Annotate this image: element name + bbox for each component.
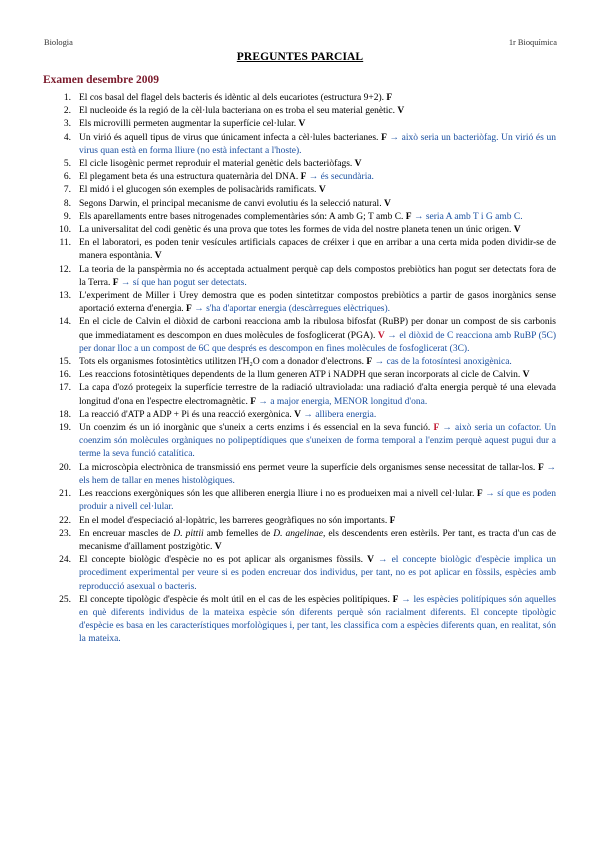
- question-item: [0, 118, 556, 131]
- question-item: [0, 171, 556, 184]
- answer-mark: F: [250, 396, 257, 407]
- question-number: 7.: [63, 185, 71, 196]
- question-number: 13.: [59, 291, 71, 302]
- question-item: [0, 211, 556, 224]
- question-item: [0, 92, 556, 105]
- answer-note: → això seria un cofactor. Un coenzim són molècules orgàniques no polipeptídiques que s'uneixen de forma temporal a l'enzim perquè aquest pugui dur a terme la seva funció catalítica.: [79, 423, 557, 460]
- question-item: [0, 356, 556, 369]
- answer-note: → és secundària.: [308, 172, 374, 183]
- question-item: [0, 132, 556, 158]
- header-subject: Biologia: [44, 38, 73, 47]
- question-number: 8.: [63, 198, 71, 209]
- question-text: Les reaccions fotosintètiques dependents de la llum generen ATP i NADPH que seran incorporats al cicle de Calvin.: [79, 370, 521, 381]
- question-text: Un coenzim és un ió inorgànic que s'uneix a certs enzims i és essencial en la seva funció.: [79, 423, 431, 434]
- question-text: El cos basal del flagel dels bacteris és idèntic al dels eucariotes (estructura 9+2).: [79, 93, 385, 103]
- question-text: En el cicle de Calvin el diòxid de carboni reacciona amb la ribulosa bifosfat (RuBP) per donar un compost de sis carbonis que immediatament es descompon en dues molècules de fosfoglicerat (PGA).: [79, 317, 556, 341]
- answer-mark: V: [383, 198, 391, 209]
- question-list: [0, 92, 556, 647]
- answer-mark: F: [300, 172, 307, 183]
- answer-mark: F: [186, 304, 192, 315]
- answer-note: → seria A amb T i G amb C.: [413, 211, 523, 222]
- question-number: 25.: [59, 594, 71, 605]
- question-text: En el laboratori, es poden tenir vesícules artificials capaces de créixer i que en arribar a una certa mida poden dividir-se de manera espontània.: [79, 238, 556, 262]
- answer-mark: V: [214, 541, 222, 552]
- question-text: Les reaccions exergòniques són les que alliberen energia lliure i no es produeixen mai a nivell cel·lular.: [79, 489, 475, 500]
- question-number: 24.: [59, 555, 71, 566]
- answer-note: → cas de la fotosíntesi anoxigènica.: [374, 357, 512, 368]
- answer-mark: F: [476, 489, 483, 500]
- question-text: El cicle lisogènic permet reproduir el material genètic dels bacteriòfags.: [79, 159, 353, 170]
- answer-note: → a major energia, MENOR longitud d'ona.: [258, 396, 428, 407]
- question-number: 18.: [59, 409, 71, 420]
- question-text: El concepte tipològic d'espècie és molt útil en el cas de les espècies politípiques.: [79, 594, 390, 605]
- question-text: La teoria de la panspèrmia no és acceptada actualment perquè cap dels compostos prebiòtics han pogut ser detectats fora de la Terra.: [79, 264, 556, 288]
- question-text: El concepte biològic d'espècie no es pot aplicar als organismes fòssils.: [79, 555, 364, 566]
- question-text: Els aparellaments entre bases nitrogenades complementàries són: A amb G; T amb C.: [79, 211, 404, 222]
- answer-mark: V: [377, 330, 385, 341]
- answer-mark: F: [386, 93, 393, 103]
- section-heading: Examen desembre 2009: [43, 74, 160, 86]
- question-number: 4.: [63, 132, 71, 143]
- question-text-part: En encreuar mascles de: [79, 528, 174, 539]
- question-number: 12.: [59, 264, 71, 275]
- answer-mark: F: [366, 357, 373, 368]
- question-text: L'experiment de Miller i Urey demostra que es poden sintetitzar compostos prebiòtics a partir de gasos inorgànics sense aportació externa d'energia.: [79, 291, 556, 315]
- answer-note: → això seria un bacteriòfag. Un virió és un virus quan està en forma lliure (no està infectant a l'hoste).: [79, 132, 556, 156]
- question-number: 17.: [59, 383, 71, 394]
- answer-mark: F: [381, 132, 387, 143]
- answer-mark: F: [405, 211, 412, 222]
- answer-note: → sí que han pogut ser detectats.: [120, 277, 247, 288]
- question-item: [0, 594, 556, 647]
- question-text: La capa d'ozó protegeix la superfície terrestre de la radiació ultraviolada: una radiació d'alta energia perquè té una elevada longitud d'ona en l'espectre electromagnètic.: [79, 383, 556, 407]
- answer-note: → el diòxid de C reacciona amb RuBP (5C) per donar lloc a un compost de 6C que després es descompon en fines molècules de fosfoglicerat (3C).: [79, 330, 556, 354]
- answer-mark: V: [397, 106, 405, 117]
- page-title: PREGUNTES PARCIAL: [236, 51, 364, 63]
- answer-note: → s'ha d'aportar energia (descàrregues elèctriques).: [194, 304, 391, 315]
- answer-mark: V: [154, 251, 162, 262]
- question-item: [0, 237, 556, 263]
- question-number: 14.: [59, 317, 71, 328]
- answer-note: → allibera energia.: [303, 409, 377, 420]
- question-number: 16.: [59, 370, 71, 381]
- question-text: Un virió és aquell tipus de virus que únicament infecta a cèl·lules bacterianes.: [79, 132, 379, 143]
- answer-note: → les espècies politípiques són aquelles en què diferents individus de la mateixa espècie són diferents perquè són racialment diferents. El concepte tipològic d'espècie es basa en les característiques morfològiques i, per tant, les classifica com a espècies diferents quan, en realitat, són la mateixa.: [79, 594, 557, 645]
- question-text: El plegament beta és una estructura quaternària del DNA.: [79, 172, 299, 183]
- question-item: [0, 462, 556, 488]
- question-number: 11.: [59, 238, 71, 249]
- answer-mark: V: [367, 555, 374, 566]
- question-item: [0, 184, 556, 197]
- answer-mark: F: [112, 277, 119, 288]
- question-number: 6.: [63, 172, 71, 183]
- question-text: La universalitat del codi genètic és una prova que totes les formes de vida del nostre planeta tenen un únic origen.: [79, 225, 512, 236]
- species-name: D. pittii: [173, 528, 204, 539]
- answer-mark: F: [433, 423, 440, 434]
- question-text: La microscòpia electrònica de transmissió ens permet veure la superfície dels organismes sense necessitat de tallar-los.: [79, 462, 536, 473]
- answer-note: → els hem de tallar en menes histològiques.: [79, 462, 557, 486]
- question-item: [0, 554, 556, 594]
- header-course: 1r Bioquímica: [508, 38, 557, 47]
- answer-mark: V: [298, 119, 306, 130]
- question-number: 5.: [63, 159, 71, 170]
- question-item: [0, 105, 556, 118]
- question-text: El nucleoide és la regió de la cèl·lula bacteriana on es troba el seu material genètic.: [79, 106, 395, 117]
- question-item: [0, 369, 556, 382]
- answer-mark: F: [389, 515, 396, 526]
- answer-mark: V: [522, 370, 530, 381]
- answer-mark: V: [294, 409, 301, 420]
- answer-mark: F: [538, 462, 544, 473]
- question-text-part: amb femelles de: [203, 528, 274, 539]
- question-number: 20.: [59, 462, 71, 473]
- question-number: 21.: [59, 489, 71, 500]
- question-text: Els microvilli permeten augmentar la superfície cel·lular.: [79, 119, 297, 130]
- question-text: El midó i el glucogen són exemples de polisacàrids ramificats.: [79, 185, 317, 196]
- question-item: [0, 409, 556, 422]
- question-number: 15.: [59, 357, 71, 368]
- question-number: 23.: [59, 528, 71, 539]
- question-item: [0, 515, 556, 528]
- question-text-part: , els descendents eren estèrils. Per tant, es tracta d'un cas de mecanisme d'aïllament postzigòtic.: [79, 528, 556, 552]
- question-text: En el model d'especiació al·lopàtric, les barreres geogràfiques no són importants.: [79, 515, 388, 526]
- question-number: 9.: [63, 211, 71, 222]
- question-item: [0, 158, 556, 171]
- question-item: [0, 264, 556, 290]
- answer-mark: V: [318, 185, 326, 196]
- answer-mark: V: [513, 225, 521, 236]
- question-number: 1.: [63, 93, 71, 103]
- answer-mark: V: [354, 159, 362, 170]
- question-text: La reacció d'ATP a ADP + Pi és una reacció exergònica.: [79, 409, 292, 420]
- question-item: [0, 422, 556, 462]
- question-item: [0, 290, 556, 316]
- question-item: [0, 316, 556, 356]
- question-text: Tots els organismes fotosintètics utilitzen l'H₂O com a donador d'electrons.: [79, 357, 365, 368]
- question-text: [79, 529, 556, 552]
- question-item: [0, 382, 556, 408]
- answer-note: → sí que es poden produir a nivell cel·lular.: [79, 489, 557, 513]
- question-number: 2.: [63, 106, 71, 117]
- question-number: 3.: [63, 119, 71, 130]
- question-item: [0, 488, 556, 514]
- question-number: 10.: [59, 225, 71, 236]
- answer-note: → el concepte biològic d'espècie implica un procediment experimental per veure si es poden encreuar dos individus, per tant, no es pot aplicar en fòssils, espècies amb reproducció asexual o bacteris.: [79, 555, 557, 592]
- answer-mark: F: [392, 594, 399, 605]
- question-item: [0, 528, 556, 554]
- question-item: [0, 198, 556, 211]
- question-text: Segons Darwin, el principal mecanisme de canvi evolutiu és la selecció natural.: [79, 198, 382, 209]
- question-item: [0, 224, 556, 237]
- question-number: 19.: [59, 423, 71, 434]
- question-number: 22.: [59, 515, 71, 526]
- species-name: D. angelinae: [273, 528, 323, 539]
